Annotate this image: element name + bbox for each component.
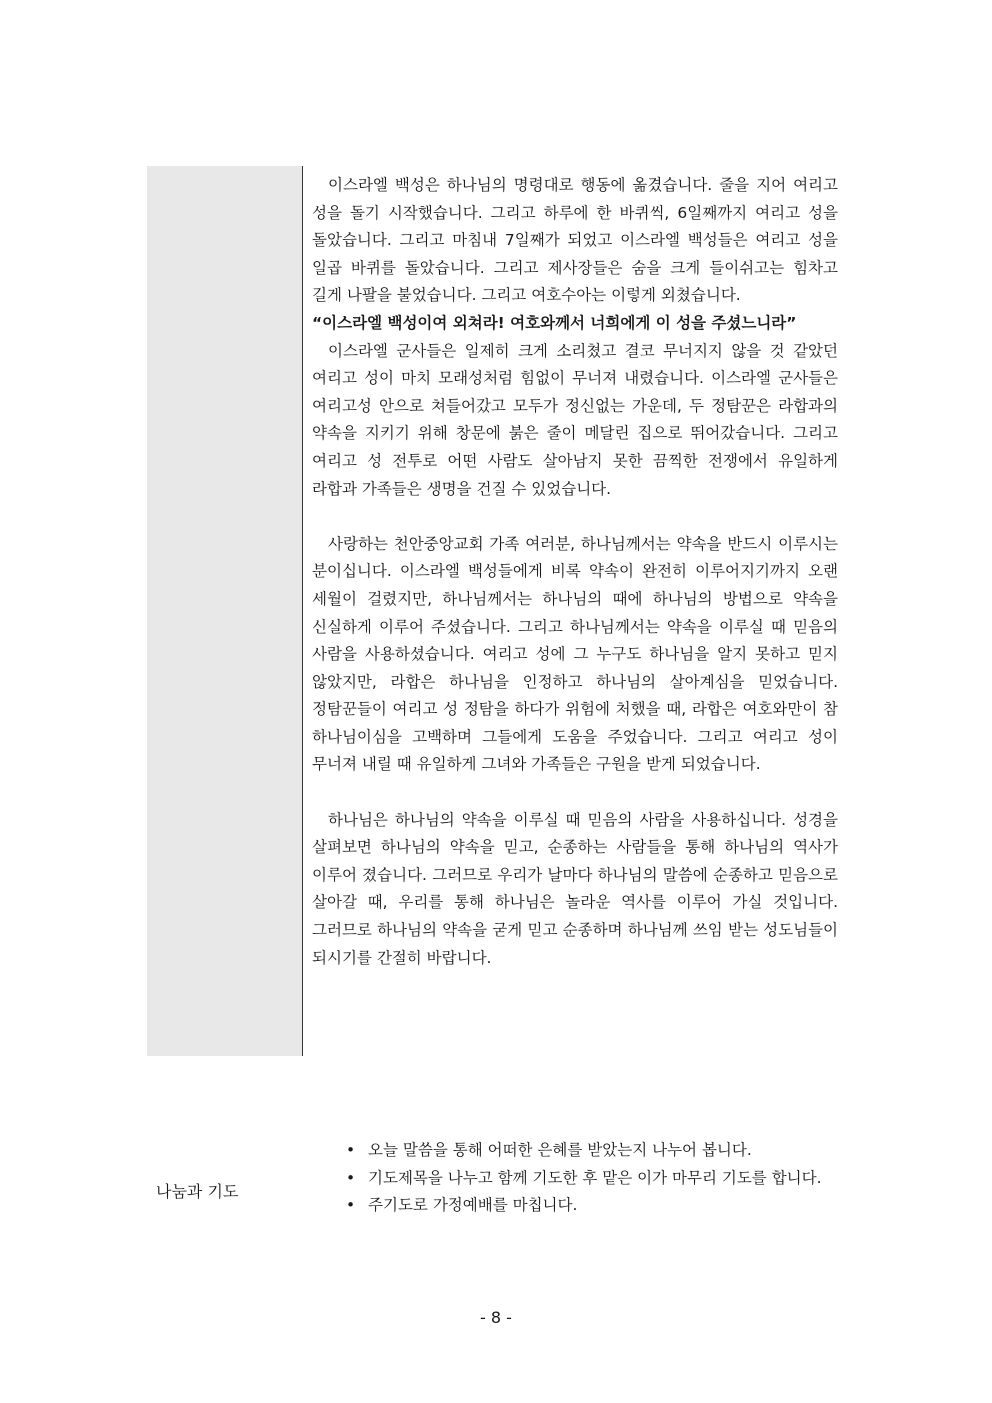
sharing-list [343, 1137, 833, 1220]
column-divider [302, 166, 303, 1056]
paragraph-gap [312, 779, 838, 807]
list-item [343, 1165, 833, 1193]
list-item-text: 주기도로 가정예배를 마칩니다. [368, 1196, 578, 1215]
sharing-prayer-label: 나눔과 기도 [156, 1182, 239, 1201]
left-shaded-column [147, 166, 302, 1056]
paragraph-shout-quote: “이스라엘 백성이여 외쳐라! 여호와께서 너희에게 이 성을 주셨느니라” [312, 313, 797, 332]
list-item [343, 1192, 833, 1220]
bullet-icon: • [346, 1196, 356, 1215]
paragraph-promise-fulfilled: 사랑하는 천안중앙교회 가족 여러분, 하나님께서는 약속을 반드시 이루시는 분이십니다. 이스라엘 백성들에게 비록 약속이 완전히 이루어지기까지 오랜 세월이 걸렸지만, 하나님께서는 하나님의 때에 하나님의 방법으로 약속을 신실하게 이루어 주셨습니다. 그리고 하나님께서는 약속을 이루실 때 믿음의 사람을 사용하셨습니다. 여리고 성에 그 누구도 하나님을 알지 못하고 믿지 않았지만, 라합은 하나님을 인정하고 하나님의 살아계심을 믿었습니다. 정탐꾼들이 여리고 성 정탐을 하다가 위험에 처했을 때, 라합은 여호와만이 참 하나님이심을 고백하며 그들에게 도움을 주었습니다. 그리고 여리고 성이 무너져 내릴 때 유일하게 그녀와 가족들은 구원을 받게 되었습니다. [312, 534, 838, 774]
sermon-content-block [147, 166, 847, 1056]
paragraph-walls-fall: 이스라엘 군사들은 일제히 크게 소리쳤고 결코 무너지지 않을 것 같았던 여리고 성이 마치 모래성처럼 힘없이 무너져 내렸습니다. 이스라엘 군사들은 여리고성 안으로 쳐들어갔고 모두가 정신없는 가운데, 두 정탐꾼은 라합과의 약속을 지키기 위해 창문에 붉은 줄이 메달린 집으로 뛰어갔습니다. 그리고 여리고 성 전투로 어떤 사람도 살아남지 못한 끔찍한 전쟁에서 유일하게 라합과 가족들은 생명을 건질 수 있었습니다. [312, 341, 838, 498]
sermon-text [312, 172, 838, 972]
page-number: - 8 - [480, 1308, 512, 1327]
paragraph-march: 이스라엘 백성은 하나님의 명령대로 행동에 옮겼습니다. 줄을 지어 여리고 성을 돌기 시작했습니다. 그리고 하루에 한 바퀴씩, 6일째까지 여리고 성을 돌았습니다. 그리고 마침내 7일째가 되었고 이스라엘 백성들은 여리고 성을 일곱 바퀴를 돌았습니다. 그리고 제사장들은 숨을 크게 들이쉬고는 힘차고 길게 나팔을 불었습니다. 그리고 여호수아는 이렇게 외쳤습니다. [312, 176, 838, 305]
list-item [343, 1137, 833, 1165]
bullet-icon: • [346, 1168, 356, 1187]
list-item-text: 오늘 말씀을 통해 어떠한 은혜를 받았는지 나누어 봅니다. [368, 1141, 752, 1159]
bullet-icon: • [346, 1141, 356, 1159]
list-item-text: 기도제목을 나누고 함께 기도한 후 맡은 이가 마무리 기도를 합니다. [368, 1168, 822, 1187]
paragraph-gap [312, 503, 838, 531]
paragraph-people-of-faith: 하나님은 하나님의 약속을 이루실 때 믿음의 사람을 사용하십니다. 성경을 살펴보면 하나님의 약속을 믿고, 순종하는 사람들을 통해 하나님의 역사가 이루어 졌습니다. 그러므로 우리가 날마다 하나님의 말씀에 순종하고 믿음으로 살아갈 때, 우리를 통해 하나님은 놀라운 역사를 이루어 가실 것입니다. 그러므로 하나님의 약속을 굳게 믿고 순종하며 하나님께 쓰임 받는 성도님들이 되시기를 간절히 바랍니다. [312, 810, 838, 967]
